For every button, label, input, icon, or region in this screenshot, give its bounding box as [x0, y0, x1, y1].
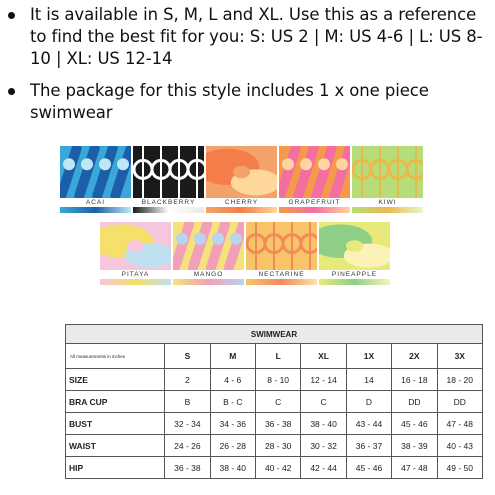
table-cell: 42 - 44 [301, 457, 346, 479]
swatch-label: KIWI [352, 198, 423, 207]
swatch-pattern [60, 146, 131, 198]
swatch-mango [173, 222, 244, 296]
table-cell: 47 - 48 [392, 457, 437, 479]
table-cell: 38 - 39 [392, 435, 437, 457]
table-cell: 34 - 36 [210, 413, 255, 435]
measurement-unit-note: All measurements in inches [66, 344, 165, 369]
swatch-label: PITAYA [100, 270, 171, 279]
table-cell: 16 - 18 [392, 369, 437, 391]
size-column-2x: 2X [392, 344, 437, 369]
swatch-nectarine [246, 222, 317, 296]
swatch-acai [60, 146, 131, 224]
swatch-pattern [319, 222, 390, 270]
bullet-text: It is available in S, M, L and XL. Use this as a reference to find the best fit for you: S: US 2 | M: US 4-6 | L: US 8-10 | XL: US 12-14 [30, 5, 483, 68]
swatch-pattern [133, 146, 204, 198]
table-caption: SWIMWEAR [66, 325, 483, 344]
swatch-grapefruit [279, 146, 350, 224]
table-cell: 14 [346, 369, 391, 391]
table-header-row [66, 344, 483, 369]
swatch-label: MANGO [173, 270, 244, 279]
bullet-dot-icon [8, 12, 15, 19]
table-row [66, 435, 483, 457]
table-cell: DD [437, 391, 482, 413]
table-cell: 45 - 46 [392, 413, 437, 435]
table-cell: C [301, 391, 346, 413]
swatch-strip [133, 207, 204, 213]
swatch-pattern [206, 146, 277, 198]
swatch-strip [352, 207, 423, 213]
size-column-xl: XL [301, 344, 346, 369]
bullet-size-availability [0, 4, 495, 70]
table-cell: 40 - 42 [255, 457, 300, 479]
swatch-label: NECTARINE [246, 270, 317, 279]
table-cell: D [346, 391, 391, 413]
swatch-pattern [352, 146, 423, 198]
bullet-dot-icon [8, 88, 15, 95]
swatch-label: BLACKBERRY [133, 198, 204, 207]
swatch-pitaya [100, 222, 171, 296]
table-cell: 36 - 37 [346, 435, 391, 457]
table-cell: 28 - 30 [255, 435, 300, 457]
swatch-pattern [173, 222, 244, 270]
table-cell: C [255, 391, 300, 413]
table-cell: 36 - 38 [165, 457, 210, 479]
swatch-strip [279, 207, 350, 213]
table-row [66, 413, 483, 435]
size-column-l: L [255, 344, 300, 369]
table-cell: 43 - 44 [346, 413, 391, 435]
row-label: HIP [66, 457, 165, 479]
color-swatch-grid [60, 146, 480, 296]
size-column-1x: 1X [346, 344, 391, 369]
row-label: BRA CUP [66, 391, 165, 413]
size-column-3x: 3X [437, 344, 482, 369]
swatch-strip [100, 279, 171, 285]
swatch-kiwi [352, 146, 423, 224]
table-cell: DD [392, 391, 437, 413]
swatch-pattern [100, 222, 171, 270]
swatch-blackberry [133, 146, 204, 224]
swatch-label: PINEAPPLE [319, 270, 390, 279]
swatch-pineapple [319, 222, 390, 296]
swatch-pattern [279, 146, 350, 198]
table-cell: 40 - 43 [437, 435, 482, 457]
table-cell: 47 - 48 [437, 413, 482, 435]
table-cell: 38 - 40 [210, 457, 255, 479]
table-row [66, 391, 483, 413]
row-label: BUST [66, 413, 165, 435]
swatch-strip [246, 279, 317, 285]
swatch-label: GRAPEFRUIT [279, 198, 350, 207]
swatch-label: ACAI [60, 198, 131, 207]
table-cell: 24 - 26 [165, 435, 210, 457]
table-cell: 36 - 38 [255, 413, 300, 435]
table-cell: 12 - 14 [301, 369, 346, 391]
swatch-strip [60, 207, 131, 213]
bullet-text: The package for this style includes 1 x one piece swimwear [30, 81, 429, 122]
table-cell: 4 - 6 [210, 369, 255, 391]
table-cell: 18 - 20 [437, 369, 482, 391]
swatch-strip [173, 279, 244, 285]
swatch-cherry [206, 146, 277, 224]
size-column-s: S [165, 344, 210, 369]
swatch-label: CHERRY [206, 198, 277, 207]
size-column-m: M [210, 344, 255, 369]
swatch-strip [319, 279, 390, 285]
table-cell: 49 - 50 [437, 457, 482, 479]
table-cell: B - C [210, 391, 255, 413]
size-chart-table [65, 324, 483, 479]
table-cell: 8 - 10 [255, 369, 300, 391]
bullet-package-contents [0, 80, 495, 124]
row-label: SIZE [66, 369, 165, 391]
table-cell: 45 - 46 [346, 457, 391, 479]
table-cell: 30 - 32 [301, 435, 346, 457]
table-cell: B [165, 391, 210, 413]
row-label: WAIST [66, 435, 165, 457]
table-cell: 26 - 28 [210, 435, 255, 457]
table-row [66, 369, 483, 391]
table-row [66, 457, 483, 479]
swatch-pattern [246, 222, 317, 270]
table-cell: 38 - 40 [301, 413, 346, 435]
table-cell: 2 [165, 369, 210, 391]
table-cell: 32 - 34 [165, 413, 210, 435]
swatch-strip [206, 207, 277, 213]
